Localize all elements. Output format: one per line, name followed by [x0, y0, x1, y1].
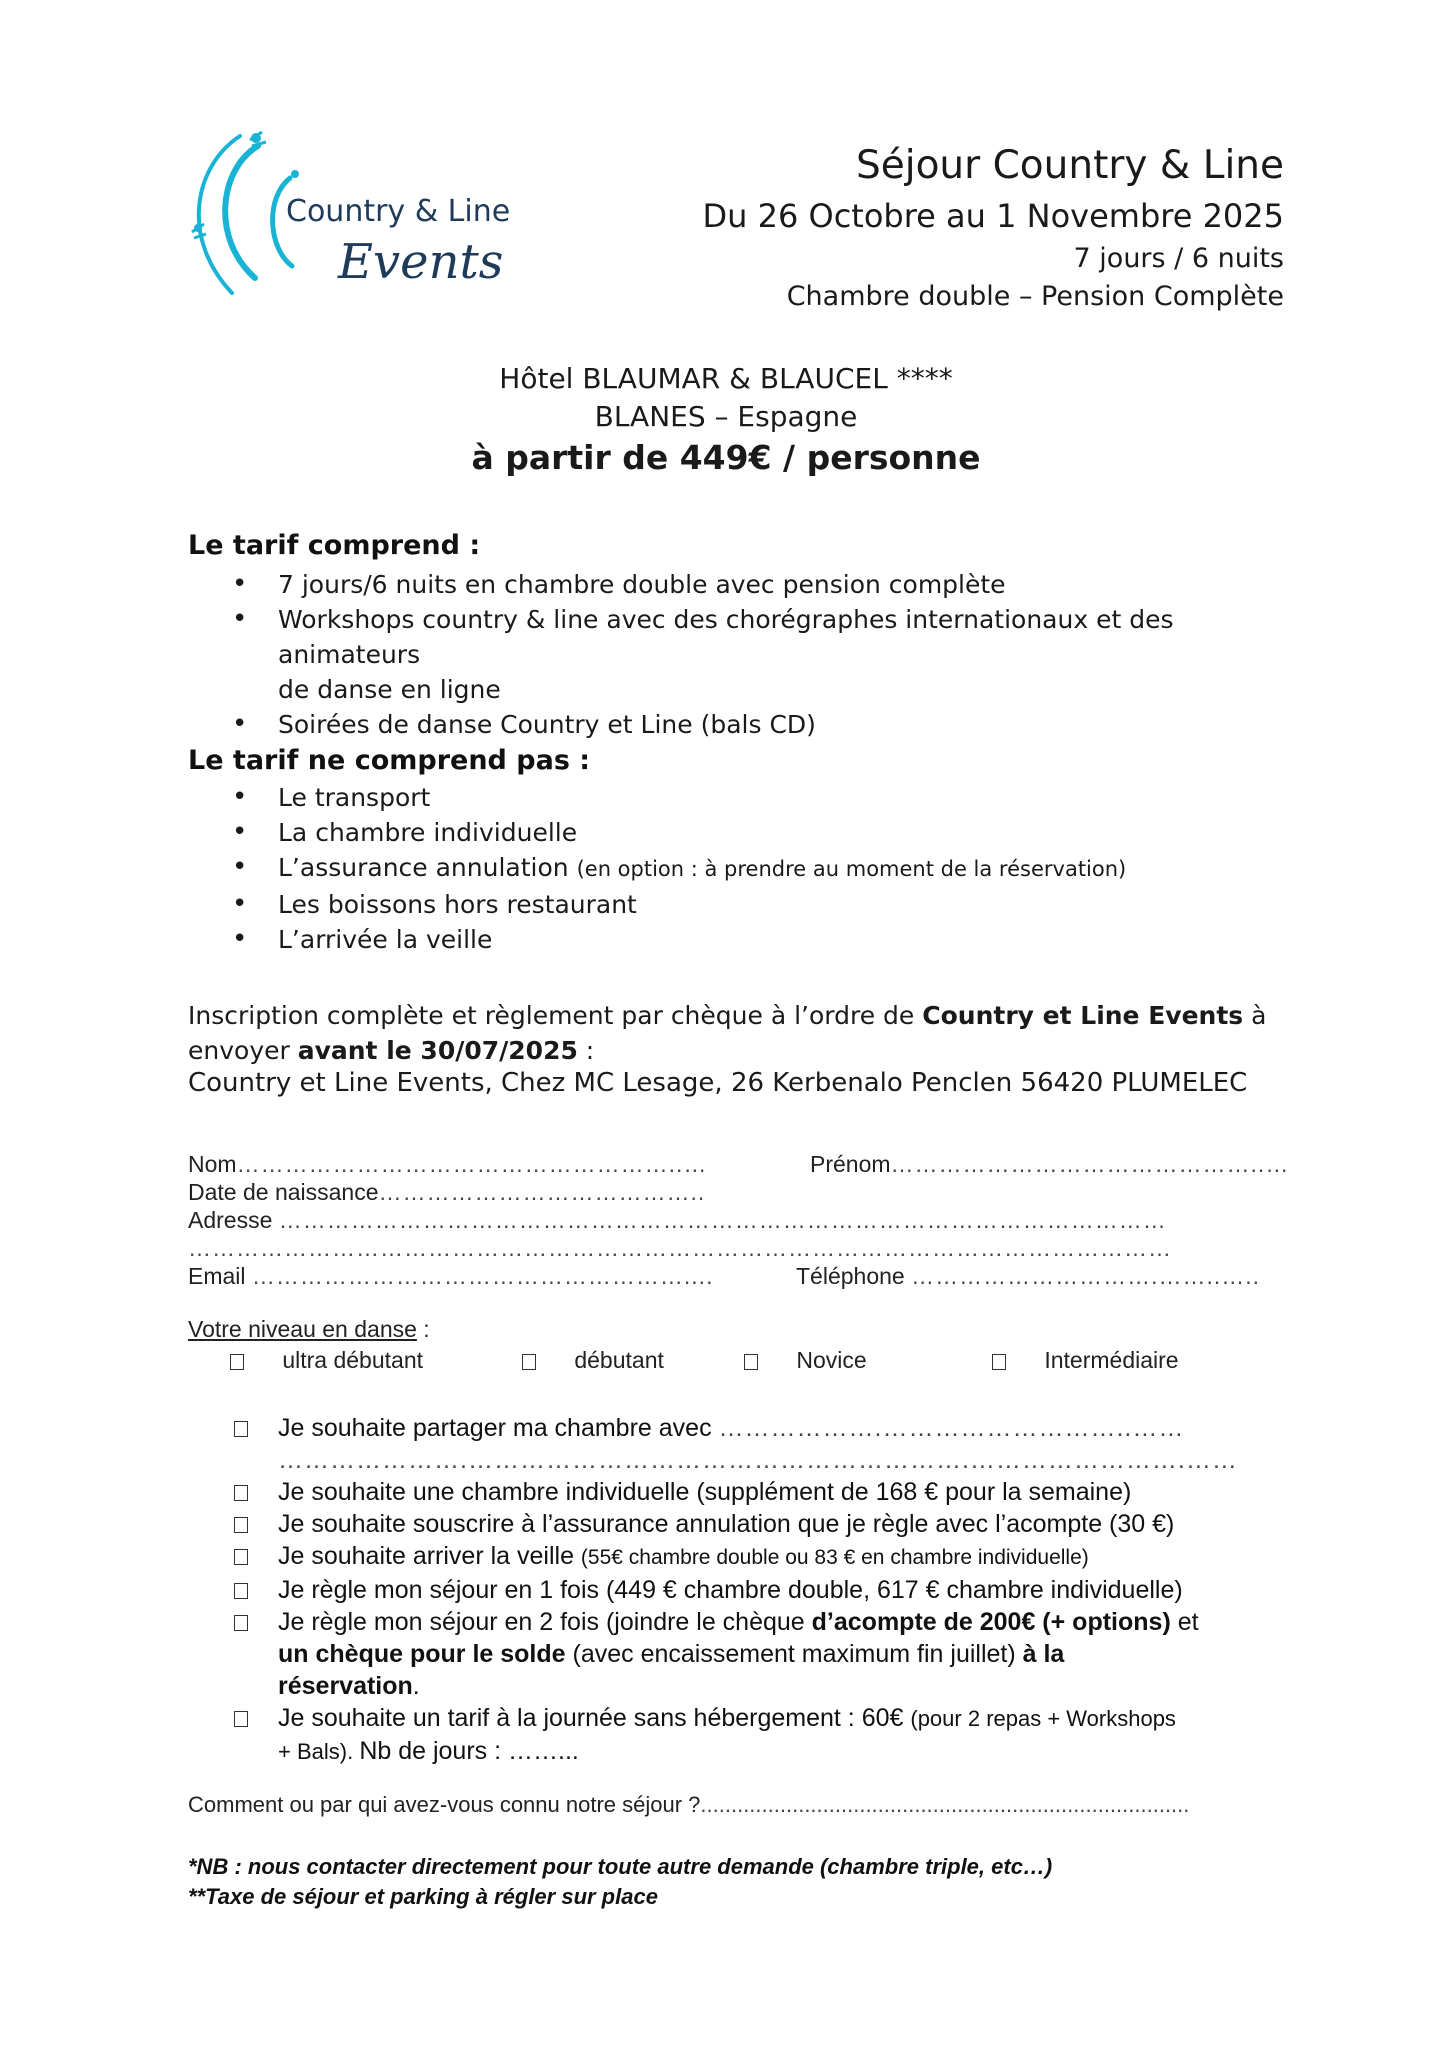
option-insurance[interactable]: Je souhaite souscrire à l’assurance annulation que je règle avec l’acompte (30 €): [232, 1508, 1292, 1540]
checkbox[interactable]: [234, 1517, 248, 1533]
logo-text-country-line: Country & Line: [286, 194, 511, 229]
registration-instructions: Inscription complète et règlement par chèque à l’ordre de Country et Line Events à envoyer avant le 30/07/2025 :: [188, 1001, 1267, 1065]
checkbox[interactable]: [234, 1583, 248, 1599]
phone-field[interactable]: Téléphone ………………………….……..…..: [796, 1263, 1261, 1289]
note-tax: **Taxe de séjour et parking à régler sur place: [188, 1884, 658, 1909]
note-nb: *NB : nous contacter directement pour toute autre demande (chambre triple, etc…): [188, 1854, 1053, 1879]
logo-text-events: Events: [338, 234, 504, 290]
includes-list: [232, 567, 1298, 742]
header-block: [703, 140, 1284, 316]
checkbox[interactable]: [234, 1711, 248, 1727]
option-share-room[interactable]: Je souhaite partager ma chambre avec ……………….………………………..…… ………………….………………………………………………….…………………….……: [232, 1412, 1292, 1476]
excludes-list: [232, 780, 1298, 957]
hotel-location: BLANES – Espagne: [594, 400, 858, 433]
email-field[interactable]: Email ………………………………………………....: [188, 1263, 714, 1289]
level-option-ultra-debutant[interactable]: ultra débutant: [230, 1346, 423, 1375]
excludes-heading: Le tarif ne comprend pas :: [188, 745, 591, 776]
checkbox[interactable]: [992, 1354, 1006, 1370]
level-option-novice[interactable]: Novice: [744, 1346, 867, 1375]
list-item: • Soirées de danse Country et Line (bals CD): [232, 709, 816, 739]
option-arrive-eve[interactable]: Je souhaite arriver la veille (55€ chambre double ou 83 € en chambre individuelle): [232, 1540, 1292, 1574]
option-single-room[interactable]: Je souhaite une chambre individuelle (supplément de 168 € pour la semaine): [232, 1476, 1292, 1508]
registration-form: [188, 1150, 1290, 1290]
stay-dates: Du 26 Octobre au 1 Novembre 2025: [702, 197, 1284, 235]
list-item: • La chambre individuelle: [232, 817, 578, 847]
checkbox[interactable]: [234, 1615, 248, 1631]
list-item: • L’arrivée la veille: [232, 924, 493, 954]
company-logo: [180, 128, 540, 308]
list-item: • L’assurance annulation (en option : à prendre au moment de la réservation): [232, 852, 1127, 882]
page-title: Séjour Country & Line: [855, 143, 1284, 188]
address-field-line2[interactable]: ……………………………………………………………………………………………………………: [188, 1235, 1172, 1261]
dance-level-heading: Votre niveau en danse :: [188, 1316, 430, 1342]
checkbox[interactable]: [744, 1354, 758, 1370]
prenom-field[interactable]: Prénom………………………………………..…: [810, 1151, 1290, 1177]
source-question[interactable]: Comment ou par qui avez-vous connu notre séjour ?................................................................................: [188, 1792, 1190, 1817]
list-item: • Les boissons hors restaurant: [232, 889, 637, 919]
checkbox[interactable]: [234, 1485, 248, 1501]
address-field[interactable]: Adresse …………………………………………………………………………………………………: [188, 1207, 1167, 1233]
list-item: • Workshops country & line avec des chorégraphes internationaux et des animateurs: [232, 604, 1174, 669]
options-checklist: [232, 1412, 1292, 1768]
logo-swirl-graphic: [180, 128, 300, 308]
checkbox[interactable]: [234, 1421, 248, 1437]
dance-level-options: [230, 1346, 1230, 1378]
list-item: • Le transport: [232, 782, 431, 812]
option-pay-twice[interactable]: Je règle mon séjour en 2 fois (joindre le chèque d’acompte de 200€ (+ options) et un chèque pour le solde (avec encaissement maximum fin juillet) à la réservation.: [232, 1606, 1292, 1702]
level-option-debutant[interactable]: débutant: [522, 1346, 664, 1375]
footer-notes: [188, 1852, 1052, 1912]
mailing-address: Country et Line Events, Chez MC Lesage, 26 Kerbenalo Penclen 56420 PLUMELEC: [188, 1068, 1248, 1098]
option-pay-once[interactable]: Je règle mon séjour en 1 fois (449 € chambre double, 617 € chambre individuelle): [232, 1574, 1292, 1606]
insurance-note: (en option : à prendre au moment de la réservation): [576, 857, 1127, 881]
checkbox[interactable]: [522, 1354, 536, 1370]
hotel-name: Hôtel BLAUMAR & BLAUCEL ****: [499, 362, 953, 395]
room-type: Chambre double – Pension Complète: [786, 281, 1284, 312]
birthdate-field[interactable]: Date de naissance…………………………………..: [188, 1179, 706, 1205]
price-per-person: à partir de 449€ / personne: [471, 438, 981, 477]
nom-field[interactable]: Nom………………………………………………..…: [188, 1151, 708, 1177]
checkbox[interactable]: [230, 1354, 244, 1370]
list-item: • 7 jours/6 nuits en chambre double avec pension complète: [232, 569, 1006, 599]
level-option-intermediaire[interactable]: Intermédiaire: [992, 1346, 1179, 1375]
stay-duration: 7 jours / 6 nuits: [1073, 243, 1284, 274]
includes-heading: Le tarif comprend :: [188, 530, 481, 561]
option-day-rate[interactable]: Je souhaite un tarif à la journée sans hébergement : 60€ (pour 2 repas + Workshops + Bals). Nb de jours : ……...: [232, 1702, 1292, 1768]
checkbox[interactable]: [234, 1549, 248, 1565]
list-item: de danse en ligne: [278, 675, 501, 704]
